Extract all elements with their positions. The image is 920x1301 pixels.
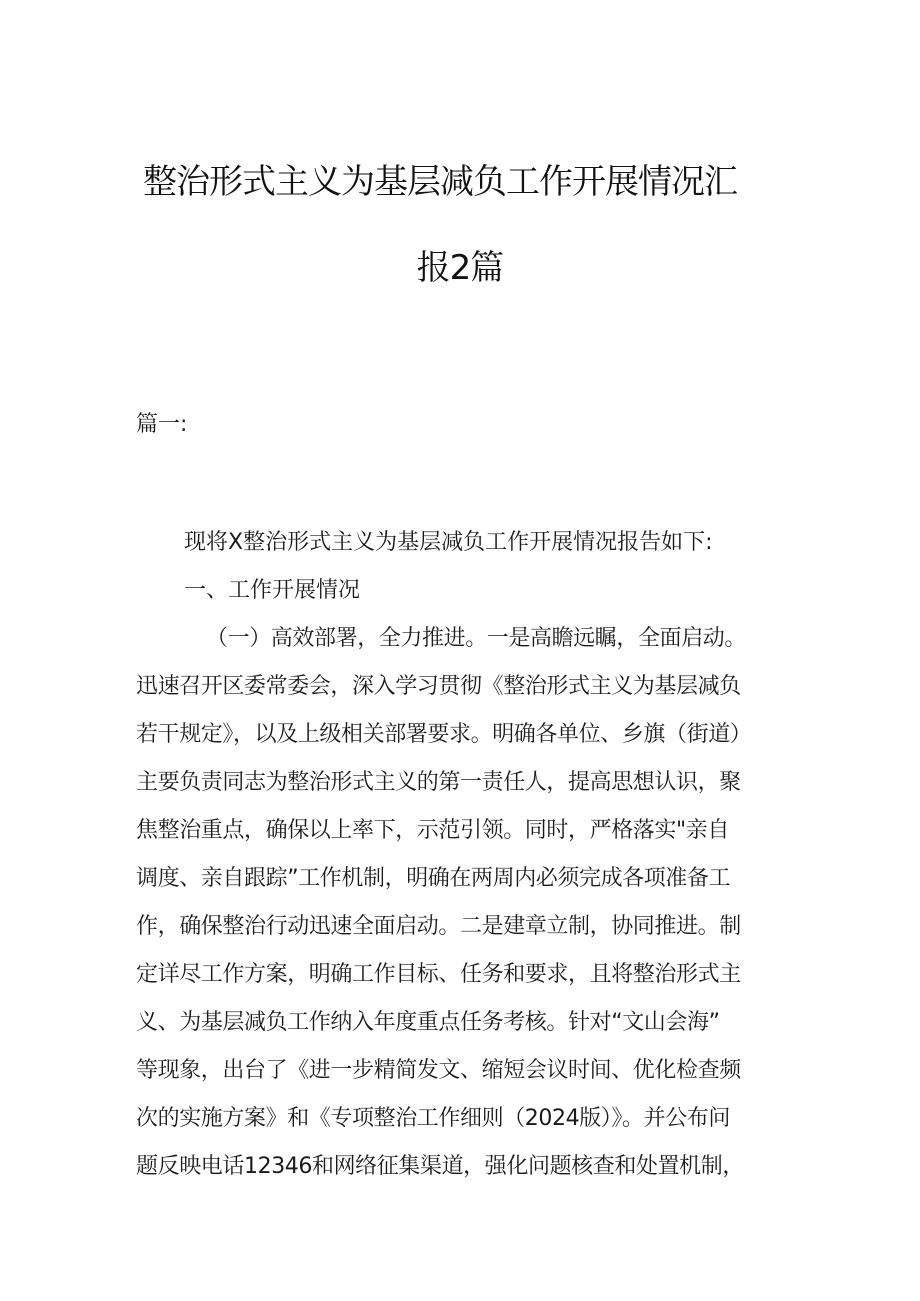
paragraph-line: 次的实施方案》和《专项整治工作细则（2024版）》。并公布问	[136, 1106, 730, 1131]
section-heading-work-status: 一、工作开展情况	[184, 578, 361, 603]
intro-paragraph: 现将X整治形式主义为基层减负工作开展情况报告如下:	[184, 530, 713, 555]
paragraph-line: 题反映电话12346和网络征集渠道，强化问题核查和处置机制，	[136, 1154, 744, 1179]
paragraph-line: 主要负责同志为整治形式主义的第一责任人，提高思想认识，聚	[136, 770, 741, 795]
document-title-line-2: 报2篇	[416, 248, 504, 288]
document-title-line-1: 整治形式主义为基层减负工作开展情况汇	[143, 162, 737, 202]
paragraph-line: 迅速召开区委常委会，深入学习贯彻《整治形式主义为基层减负	[136, 674, 741, 699]
paragraph-line: 若干规定》，以及上级相关部署要求。明确各单位、乡旗（街道）	[136, 722, 752, 747]
section-label: 篇一:	[136, 412, 188, 437]
paragraph-line: （一）高效部署，全力推进。一是高瞻远瞩，全面启动。	[206, 626, 747, 651]
paragraph-line: 焦整治重点，确保以上率下，示范引领。同时，严格落实"亲自	[136, 818, 729, 843]
paragraph-line: 作，确保整治行动迅速全面启动。二是建章立制，协同推进。制	[136, 914, 741, 939]
paragraph-line: 调度、亲自跟踪”工作机制，明确在两周内必须完成各项准备工	[136, 866, 731, 891]
body-paragraph	[136, 622, 796, 1198]
paragraph-line: 定详尽工作方案，明确工作目标、任务和要求，且将整治形式主	[136, 962, 741, 987]
paragraph-line: 等现象，出台了《进一步精简发文、缩短会议时间、优化检查频	[136, 1058, 741, 1083]
paragraph-line: 义、为基层减负工作纳入年度重点任务考核。针对“文山会海”	[136, 1010, 720, 1035]
